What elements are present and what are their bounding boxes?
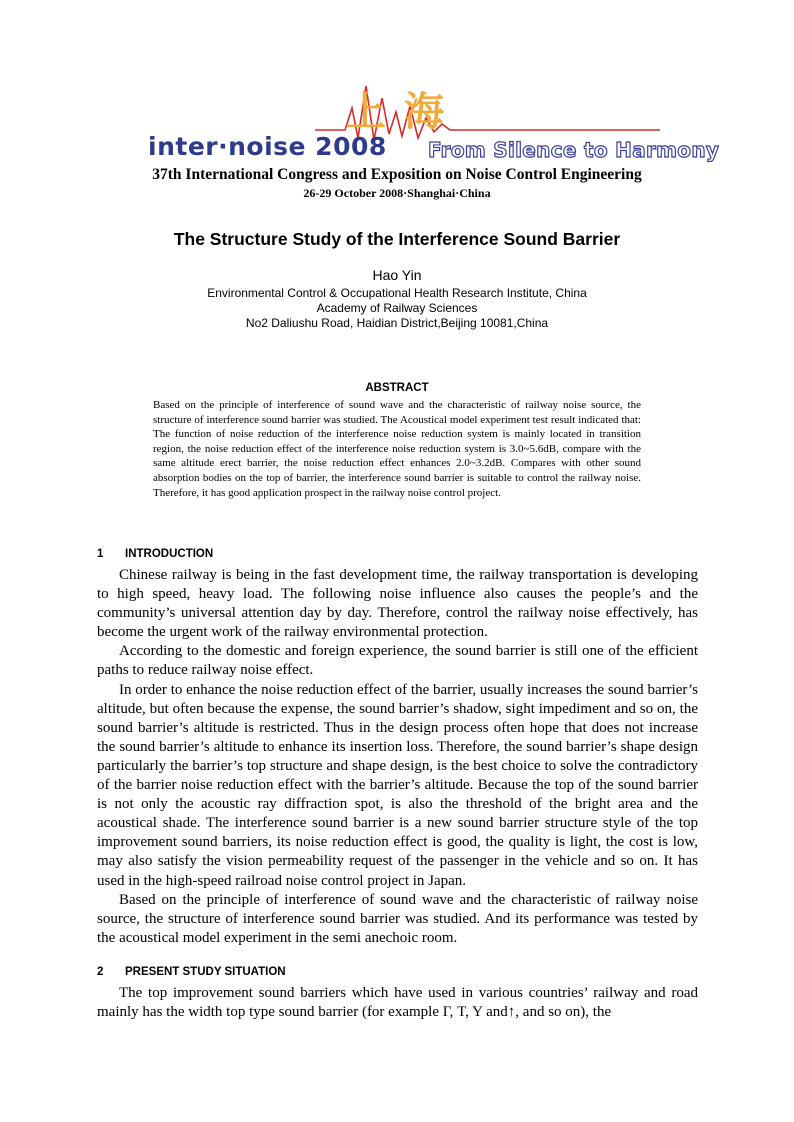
abstract-heading: ABSTRACT (365, 382, 429, 394)
paragraph: In order to enhance the noise reduction effect of the barrier, usually increases the sound barrier’s altitude, but often because the expense, the sound barrier’s shadow, sight impediment and so on, the sound barrier’s altitude is restricted. Thus in the design process often hope that does not increase the sound barrier’s altitude to enhance its insertion loss. Therefore, the sound barrier’s shape design particularly the barrier’s top structure and shape design, is the best choice to solve the contradictory of the barrier noise reduction effect with the barrier’s altitude. Because the top of the sound barrier is not only the acoustic ray diffraction spot, is also the threshold of the bright area and the acoustical shade. The interference sound barrier is a new sound barrier structure style of the top improvement sound barriers, its noise reduction effect is good, the quality is light, the cost is low, may also satisfy the vision permeability request of the passenger in the vehicle and so on. It has used in the high-speed railroad noise control project in Japan. (97, 681, 698, 889)
section-heading-introduction (97, 548, 213, 560)
section-title: INTRODUCTION (125, 548, 214, 560)
affiliation-line-2: Academy of Railway Sciences (316, 301, 478, 315)
conference-title: 37th International Congress and Exposition on Noise Control Engineering (152, 166, 642, 183)
affiliation-line-3: No2 Daliushu Road, Haidian District,Beijing 10081,China (245, 316, 549, 330)
paragraph: Based on the principle of interference of sound wave and the characteristic of railway noise source, the structure of interference sound barrier was studied. And its performance was tested by the acoustical model experiment in the semi anechoic room. (97, 891, 698, 946)
logo-slogan: From Silence to Harmony (428, 138, 720, 162)
paragraph: According to the domestic and foreign experience, the sound barrier is still one of the efficient paths to reduce railway noise effect. (97, 643, 698, 679)
present-study-body (97, 984, 698, 1022)
logo-city-characters: 上海 (346, 89, 462, 135)
section-number: 2 (97, 966, 104, 978)
section-number: 1 (97, 548, 104, 560)
conference-logo (140, 78, 720, 168)
paragraph: Chinese railway is being in the fast development time, the railway transportation is developing to high speed, heavy load. The following noise influence also causes the people’s and the community’s universal attention day by day. Therefore, control the railway noise effectively, has become the urgent work of the railway environmental protection. (97, 567, 698, 641)
conference-dates: 26-29 October 2008·Shanghai·China (303, 186, 491, 200)
author-name: Hao Yin (372, 267, 422, 283)
logo-event-name: inter·noise 2008 (148, 132, 387, 161)
introduction-body (97, 566, 698, 948)
section-heading-present-study (97, 966, 286, 978)
abstract-text: Based on the principle of interference of sound wave and the characteristic of railway noise source, the structure of interference sound barrier was studied. The Acoustical model experiment test result indicated that: The function of noise reduction of the interference noise reduction system is mainly located in transition region, the noise reduction effect of the interference noise reduction system is 3.0~5.6dB, compare with the same altitude erect barrier, the noise reduction effect enhances 2.0~3.2dB. Compares with other sound absorption bodies on the top of barrier, the interference sound barrier is suitable to control the railway noise. Therefore, it has good application prospect in the railway noise control project. (153, 399, 641, 499)
paragraph: The top improvement sound barriers which have used in various countries’ railway and road mainly has the width top type sound barrier (for example Γ, T, Y and↑, and so on), the (97, 985, 698, 1021)
section-title: PRESENT STUDY SITUATION (125, 966, 286, 978)
paper-title: The Structure Study of the Interference Sound Barrier (173, 229, 621, 249)
affiliation-line-1: Environmental Control & Occupational Health Research Institute, China (207, 286, 587, 300)
